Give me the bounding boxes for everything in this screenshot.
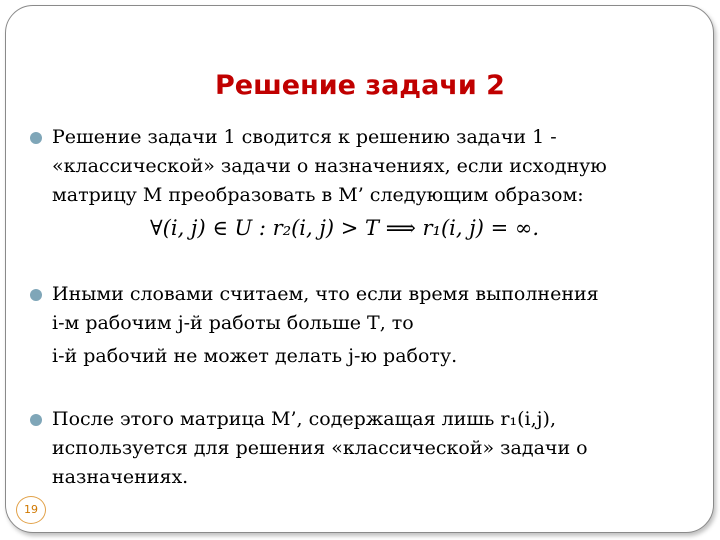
bullet-line: i-й рабочий не может делать j-ю работу. bbox=[52, 345, 458, 367]
bullet-dot-icon bbox=[30, 132, 42, 144]
bullet-line: Решение задачи 1 сводится к решению задачи 1 - bbox=[52, 126, 557, 148]
formula: ∀(i, j) ∈ U : r₂(i, j) > T ⟹ r₁(i, j) = ∞. bbox=[150, 216, 540, 240]
bullet-line: матрицу М преобразовать в М’ следующим образом: bbox=[52, 184, 584, 206]
bullet-line: «классической» задачи о назначениях, если исходную bbox=[52, 155, 607, 177]
bullet-text bbox=[52, 405, 588, 492]
bullet-line: После этого матрица М’, содержащая лишь r₁(i,j), bbox=[52, 408, 556, 430]
bullet-line: используется для решения «классической» задачи о bbox=[52, 437, 588, 459]
bullet-text bbox=[52, 123, 607, 210]
bullet-dot-icon bbox=[30, 289, 42, 301]
page-number-badge: 19 bbox=[16, 496, 46, 524]
bullet-text bbox=[52, 280, 599, 371]
bullet-dot-icon bbox=[30, 414, 42, 426]
bullet-line: i-м рабочим j-й работы больше Т, то bbox=[52, 312, 414, 334]
bullet-line: Иными словами считаем, что если время выполнения bbox=[52, 283, 599, 305]
bullet-line: назначениях. bbox=[52, 466, 189, 488]
slide-title: Решение задачи 2 bbox=[215, 70, 505, 101]
